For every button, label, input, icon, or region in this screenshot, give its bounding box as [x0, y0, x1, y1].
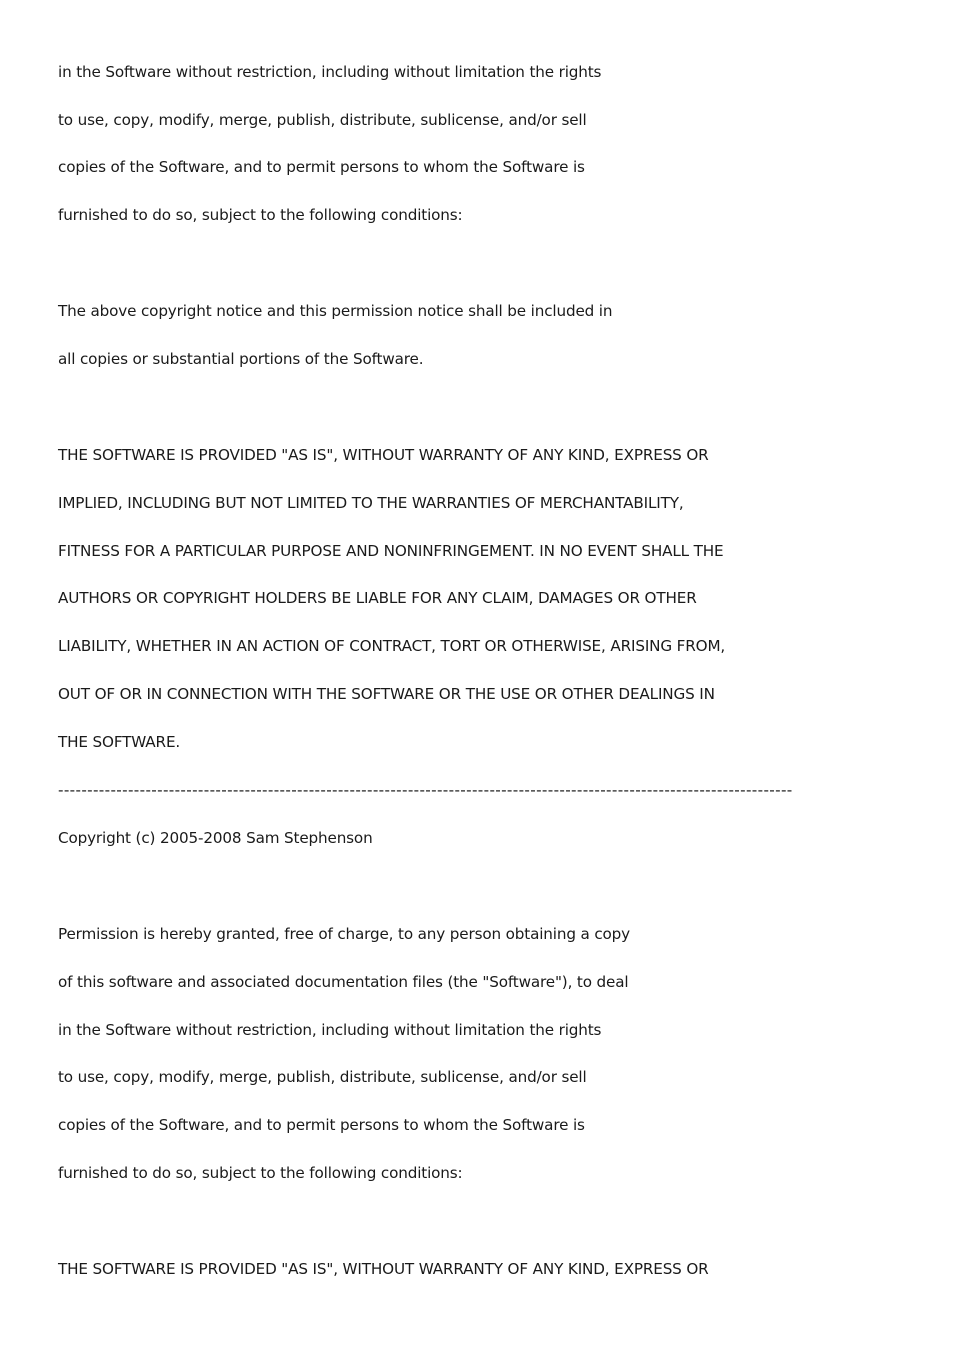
- text-line: copies of the Software, and to permit persons to whom the Software is: [58, 1116, 585, 1134]
- text-line: all copies or substantial portions of the Software.: [58, 350, 424, 368]
- text-line: in the Software without restriction, including without limitation the rights: [58, 63, 602, 81]
- text-line: of this software and associated documentation files (the "Software"), to deal: [58, 973, 629, 991]
- section-separator: ------------------------------------------------------------------------------------------------------------------------------: [58, 781, 793, 799]
- text-line: LIABILITY, WHETHER IN AN ACTION OF CONTRACT, TORT OR OTHERWISE, ARISING FROM,: [58, 637, 726, 655]
- text-line: OUT OF OR IN CONNECTION WITH THE SOFTWARE OR THE USE OR OTHER DEALINGS IN: [58, 685, 715, 703]
- text-line: furnished to do so, subject to the following conditions:: [58, 1164, 463, 1182]
- text-line: in the Software without restriction, including without limitation the rights: [58, 1021, 602, 1039]
- text-line: furnished to do so, subject to the following conditions:: [58, 206, 463, 224]
- text-line: copies of the Software, and to permit persons to whom the Software is: [58, 158, 585, 176]
- text-line: THE SOFTWARE IS PROVIDED "AS IS", WITHOUT WARRANTY OF ANY KIND, EXPRESS OR: [58, 1260, 709, 1278]
- text-line: AUTHORS OR COPYRIGHT HOLDERS BE LIABLE FOR ANY CLAIM, DAMAGES OR OTHER: [58, 589, 697, 607]
- text-line: THE SOFTWARE.: [58, 733, 181, 751]
- text-line: Permission is hereby granted, free of charge, to any person obtaining a copy: [58, 925, 630, 943]
- text-line: THE SOFTWARE IS PROVIDED "AS IS", WITHOUT WARRANTY OF ANY KIND, EXPRESS OR: [58, 446, 709, 464]
- text-line: IMPLIED, INCLUDING BUT NOT LIMITED TO THE WARRANTIES OF MERCHANTABILITY,: [58, 494, 684, 512]
- text-line: FITNESS FOR A PARTICULAR PURPOSE AND NONINFRINGEMENT. IN NO EVENT SHALL THE: [58, 542, 724, 560]
- text-line: to use, copy, modify, merge, publish, distribute, sublicense, and/or sell: [58, 1068, 587, 1086]
- text-line: to use, copy, modify, merge, publish, distribute, sublicense, and/or sell: [58, 111, 587, 129]
- text-line: The above copyright notice and this permission notice shall be included in: [58, 302, 613, 320]
- copyright-line: Copyright (c) 2005-2008 Sam Stephenson: [58, 829, 373, 847]
